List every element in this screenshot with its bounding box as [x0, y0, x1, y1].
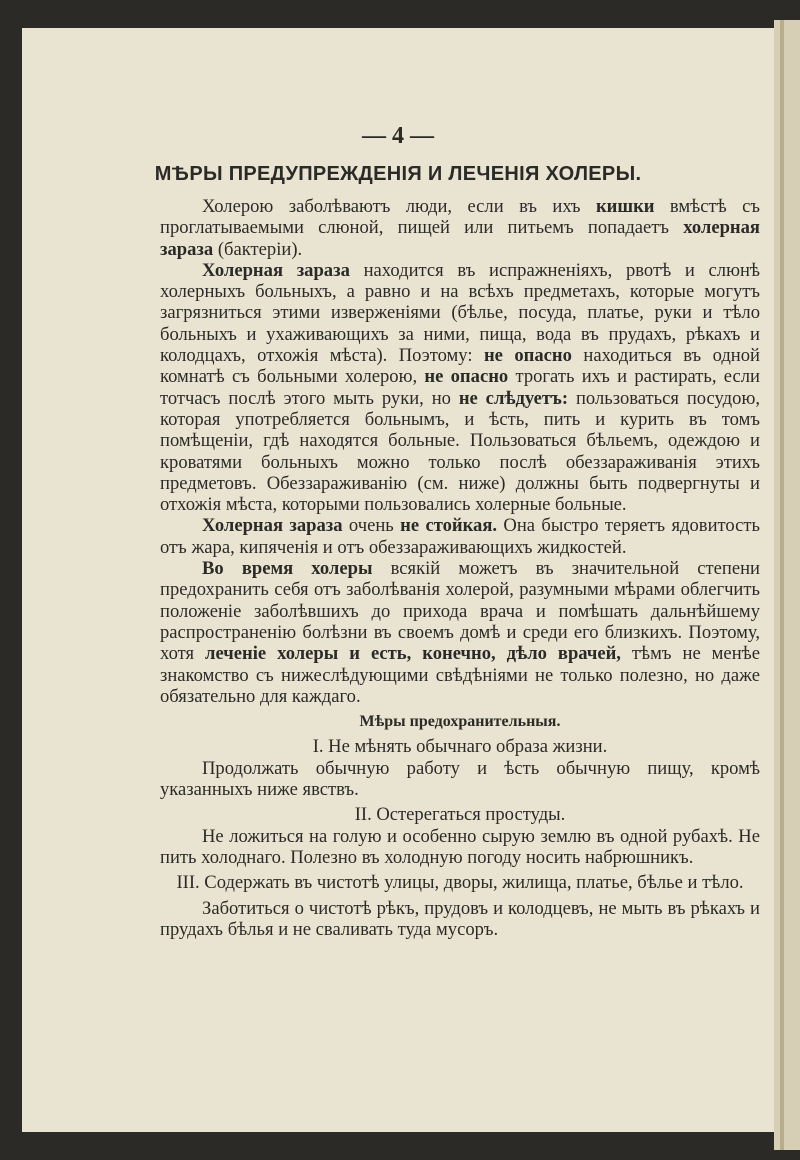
heading-2-text: Не ложиться на голую и особенно сырую землю въ одной рубахѣ. Не пить холоднаго. Полезно въ холодную погоду носить набрюшникъ.: [160, 825, 760, 868]
emphasis: Холерная зараза: [202, 259, 350, 281]
heading-3: III. Содержать въ чистотѣ улицы, дворы, жилища, платье, бѣлье и тѣло.: [176, 872, 744, 894]
emphasis: не опасно: [424, 366, 509, 388]
text-body: [160, 196, 760, 940]
page-number: — 4 —: [362, 123, 434, 149]
text-run: очень: [342, 515, 401, 537]
heading-2: II. Остерегаться простуды.: [354, 804, 566, 826]
heading-1: I. Не мѣнять обычнаго образа жизни.: [312, 736, 608, 758]
paragraph-1: [160, 196, 760, 260]
emphasis: леченіе холеры и есть, конечно, дѣло врачей,: [205, 643, 621, 665]
emphasis: кишки: [595, 196, 655, 217]
text-run: вмѣстѣ съ проглатываемыми слюной, пищей или питьемъ попадаетъ: [160, 196, 760, 239]
paragraph-2: [160, 260, 760, 516]
text-run: находится въ испражненіяхъ, рвотѣ и слюнѣ холерныхъ больныхъ, а равно и на всѣхъ предметахъ, которые могутъ загрязниться этими изверженіями (бѣлье, посуда, платье, руки и тѣло больныхъ и ухаживающихъ за ними, пища, вода въ прудахъ, рѣкахъ и колодцахъ, отхожія мѣста). Поэтому:: [160, 259, 761, 367]
emphasis: холерная зараза: [160, 217, 760, 260]
heading-3-text: Заботиться о чистотѣ рѣкъ, прудовъ и колодцевъ, не мыть въ рѣкахъ и прудахъ бѣлья и не сваливать туда мусоръ.: [160, 897, 760, 940]
emphasis: не слѣдуетъ:: [458, 387, 569, 409]
next-page-edge: [774, 20, 800, 1150]
paragraph-4: [160, 558, 760, 707]
emphasis: Холерная зараза: [202, 515, 343, 537]
text-run: пользоваться посудою, которая употребляется больнымъ, и ѣсть, пить и курить въ томъ помѣщеніи, гдѣ находятся больные. Пользоваться бѣльемъ, одеждою и кроватями больныхъ можно только послѣ обеззараживанія этихъ предметовъ. Обеззараживанію (см. ниже) должны быть подвергнуты и отхожія мѣста, которыми пользовались холерные больные.: [160, 387, 760, 516]
text-run: находиться въ одной комнатѣ съ больными холерою,: [160, 345, 760, 388]
emphasis: не стойкая.: [400, 515, 498, 537]
emphasis: не опасно: [483, 345, 572, 367]
text-run: тѣмъ не менѣе знакомство съ нижеслѣдующими свѣдѣніями не только полезно, но даже обязательно для каждаго.: [160, 643, 760, 707]
text-run: трогать ихъ и растирать, если тотчасъ послѣ этого мыть руки, но: [160, 366, 760, 409]
emphasis: Во время холеры: [202, 558, 373, 580]
book-page: [22, 28, 774, 1132]
text-run: (бактеріи).: [213, 238, 303, 260]
page-title: МѢРЫ ПРЕДУПРЕЖДЕНІЯ И ЛЕЧЕНІЯ ХОЛЕРЫ.: [154, 163, 642, 185]
text-run: Холерою заболѣваютъ люди, если въ ихъ: [202, 196, 596, 217]
heading-1-text: Продолжать обычную работу и ѣсть обычную пищу, кромѣ указанныхъ ниже явствъ.: [160, 757, 760, 801]
text-run: Она быстро теряетъ ядовитость отъ жара, кипяченія и отъ обеззараживающихъ жидкостей.: [160, 515, 761, 558]
section-subtitle: Мѣры предохранительныя.: [359, 713, 561, 731]
page-fold: [780, 20, 784, 1150]
paragraph-3: [160, 515, 760, 558]
text-run: всякій можетъ въ значительной степени предохранить себя отъ заболѣванія холерой, разумными мѣрами облегчить положеніе заболѣвшихъ до прихода врача и помѣшать дальнѣйшему распространенію болѣзни въ своемъ домѣ и среди его близкихъ. Поэтому, хотя: [160, 558, 760, 665]
